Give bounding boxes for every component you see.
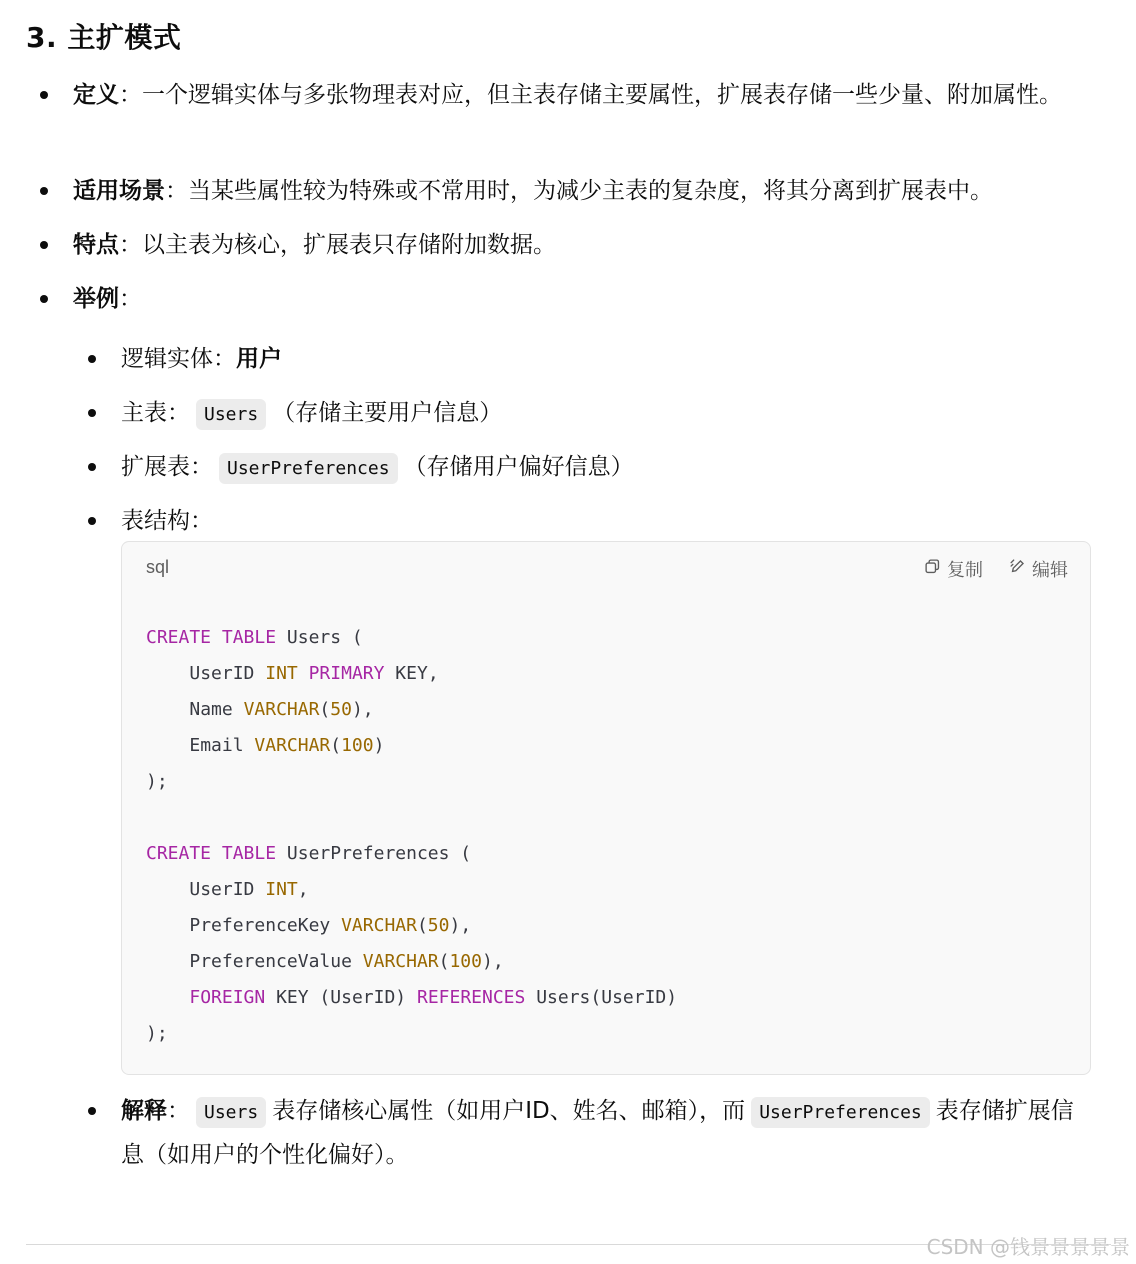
inline-code-users: Users	[196, 399, 266, 430]
code-line: );	[146, 1023, 168, 1044]
sub-item-main-table	[121, 392, 1081, 436]
code-line: Email VARCHAR(100)	[189, 735, 385, 756]
code-line: FOREIGN KEY (UserID) REFERENCES Users(UserID)	[189, 987, 678, 1008]
code-language-label: sql	[146, 557, 170, 577]
example-sep: ：	[119, 286, 142, 312]
code-line: CREATE TABLE UserPreferences (	[146, 843, 472, 864]
code-line: UserID INT,	[189, 879, 309, 900]
code-line: PreferenceValue VARCHAR(100),	[189, 951, 504, 972]
section-heading: 3. 主扩模式	[26, 21, 182, 54]
copy-button[interactable]	[924, 556, 983, 582]
code-line: );	[146, 771, 168, 792]
code-line: CREATE TABLE Users (	[146, 627, 363, 648]
sub-item-entity	[121, 338, 1081, 380]
explanation-code-users: Users	[196, 1097, 266, 1128]
ext-table-suffix: （存储用户偏好信息）	[403, 454, 634, 480]
feature-sep: ：	[119, 232, 142, 258]
main-table-prefix: 主表：	[121, 400, 190, 426]
watermark: CSDN @钱景景景景景	[926, 1235, 1130, 1259]
entity-value: 用户	[236, 346, 282, 372]
example-label: 举例	[73, 286, 119, 312]
code-block	[121, 541, 1091, 1075]
sub-item-structure	[121, 500, 1081, 542]
code-content	[146, 620, 677, 1052]
scenario-label: 适用场景	[73, 178, 165, 204]
list-item-definition	[73, 74, 1073, 116]
ext-table-prefix: 扩展表：	[121, 454, 213, 480]
scenario-sep: ：	[165, 178, 188, 204]
list-item-scenario	[73, 170, 1073, 212]
explanation-code-userpreferences: UserPreferences	[751, 1097, 930, 1128]
feature-text: 以主表为核心，扩展表只存储附加数据。	[142, 232, 556, 258]
edit-label: 编辑	[1032, 560, 1068, 581]
code-line	[146, 800, 677, 836]
scenario-text: 当某些属性较为特殊或不常用时，为减少主表的复杂度，将其分离到扩展表中。	[188, 178, 993, 204]
code-line: PreferenceKey VARCHAR(50),	[189, 915, 472, 936]
definition-text: 一个逻辑实体与多张物理表对应，但主表存储主要属性，扩展表存储一些少量、附加属性。	[142, 82, 1062, 108]
copy-icon	[924, 558, 941, 580]
list-item-example	[73, 278, 1073, 320]
structure-prefix: 表结构：	[121, 508, 213, 534]
code-line: Name VARCHAR(50),	[189, 699, 374, 720]
entity-prefix: 逻辑实体：	[121, 346, 236, 372]
definition-sep: ：	[119, 82, 142, 108]
code-actions	[924, 556, 1068, 582]
explanation-label: 解释	[121, 1098, 167, 1124]
edit-button[interactable]	[1009, 556, 1068, 582]
sub-item-ext-table	[121, 446, 1081, 490]
explanation-sep: ：	[167, 1098, 190, 1124]
inline-code-userpreferences: UserPreferences	[219, 453, 398, 484]
copy-label: 复制	[947, 560, 983, 581]
list-item-feature	[73, 224, 1073, 266]
feature-label: 特点	[73, 232, 119, 258]
sub-item-explanation	[121, 1090, 1081, 1176]
edit-icon	[1009, 558, 1026, 580]
explanation-text-2: 表存储扩展信息（如用户的个性化偏好）。	[121, 1098, 1074, 1168]
main-table-suffix: （存储主要用户信息）	[272, 400, 503, 426]
explanation-text-1: 表存储核心属性（如用户ID、姓名、邮箱），而	[272, 1098, 746, 1124]
definition-label: 定义	[73, 82, 119, 108]
code-line: UserID INT PRIMARY KEY,	[189, 663, 439, 684]
